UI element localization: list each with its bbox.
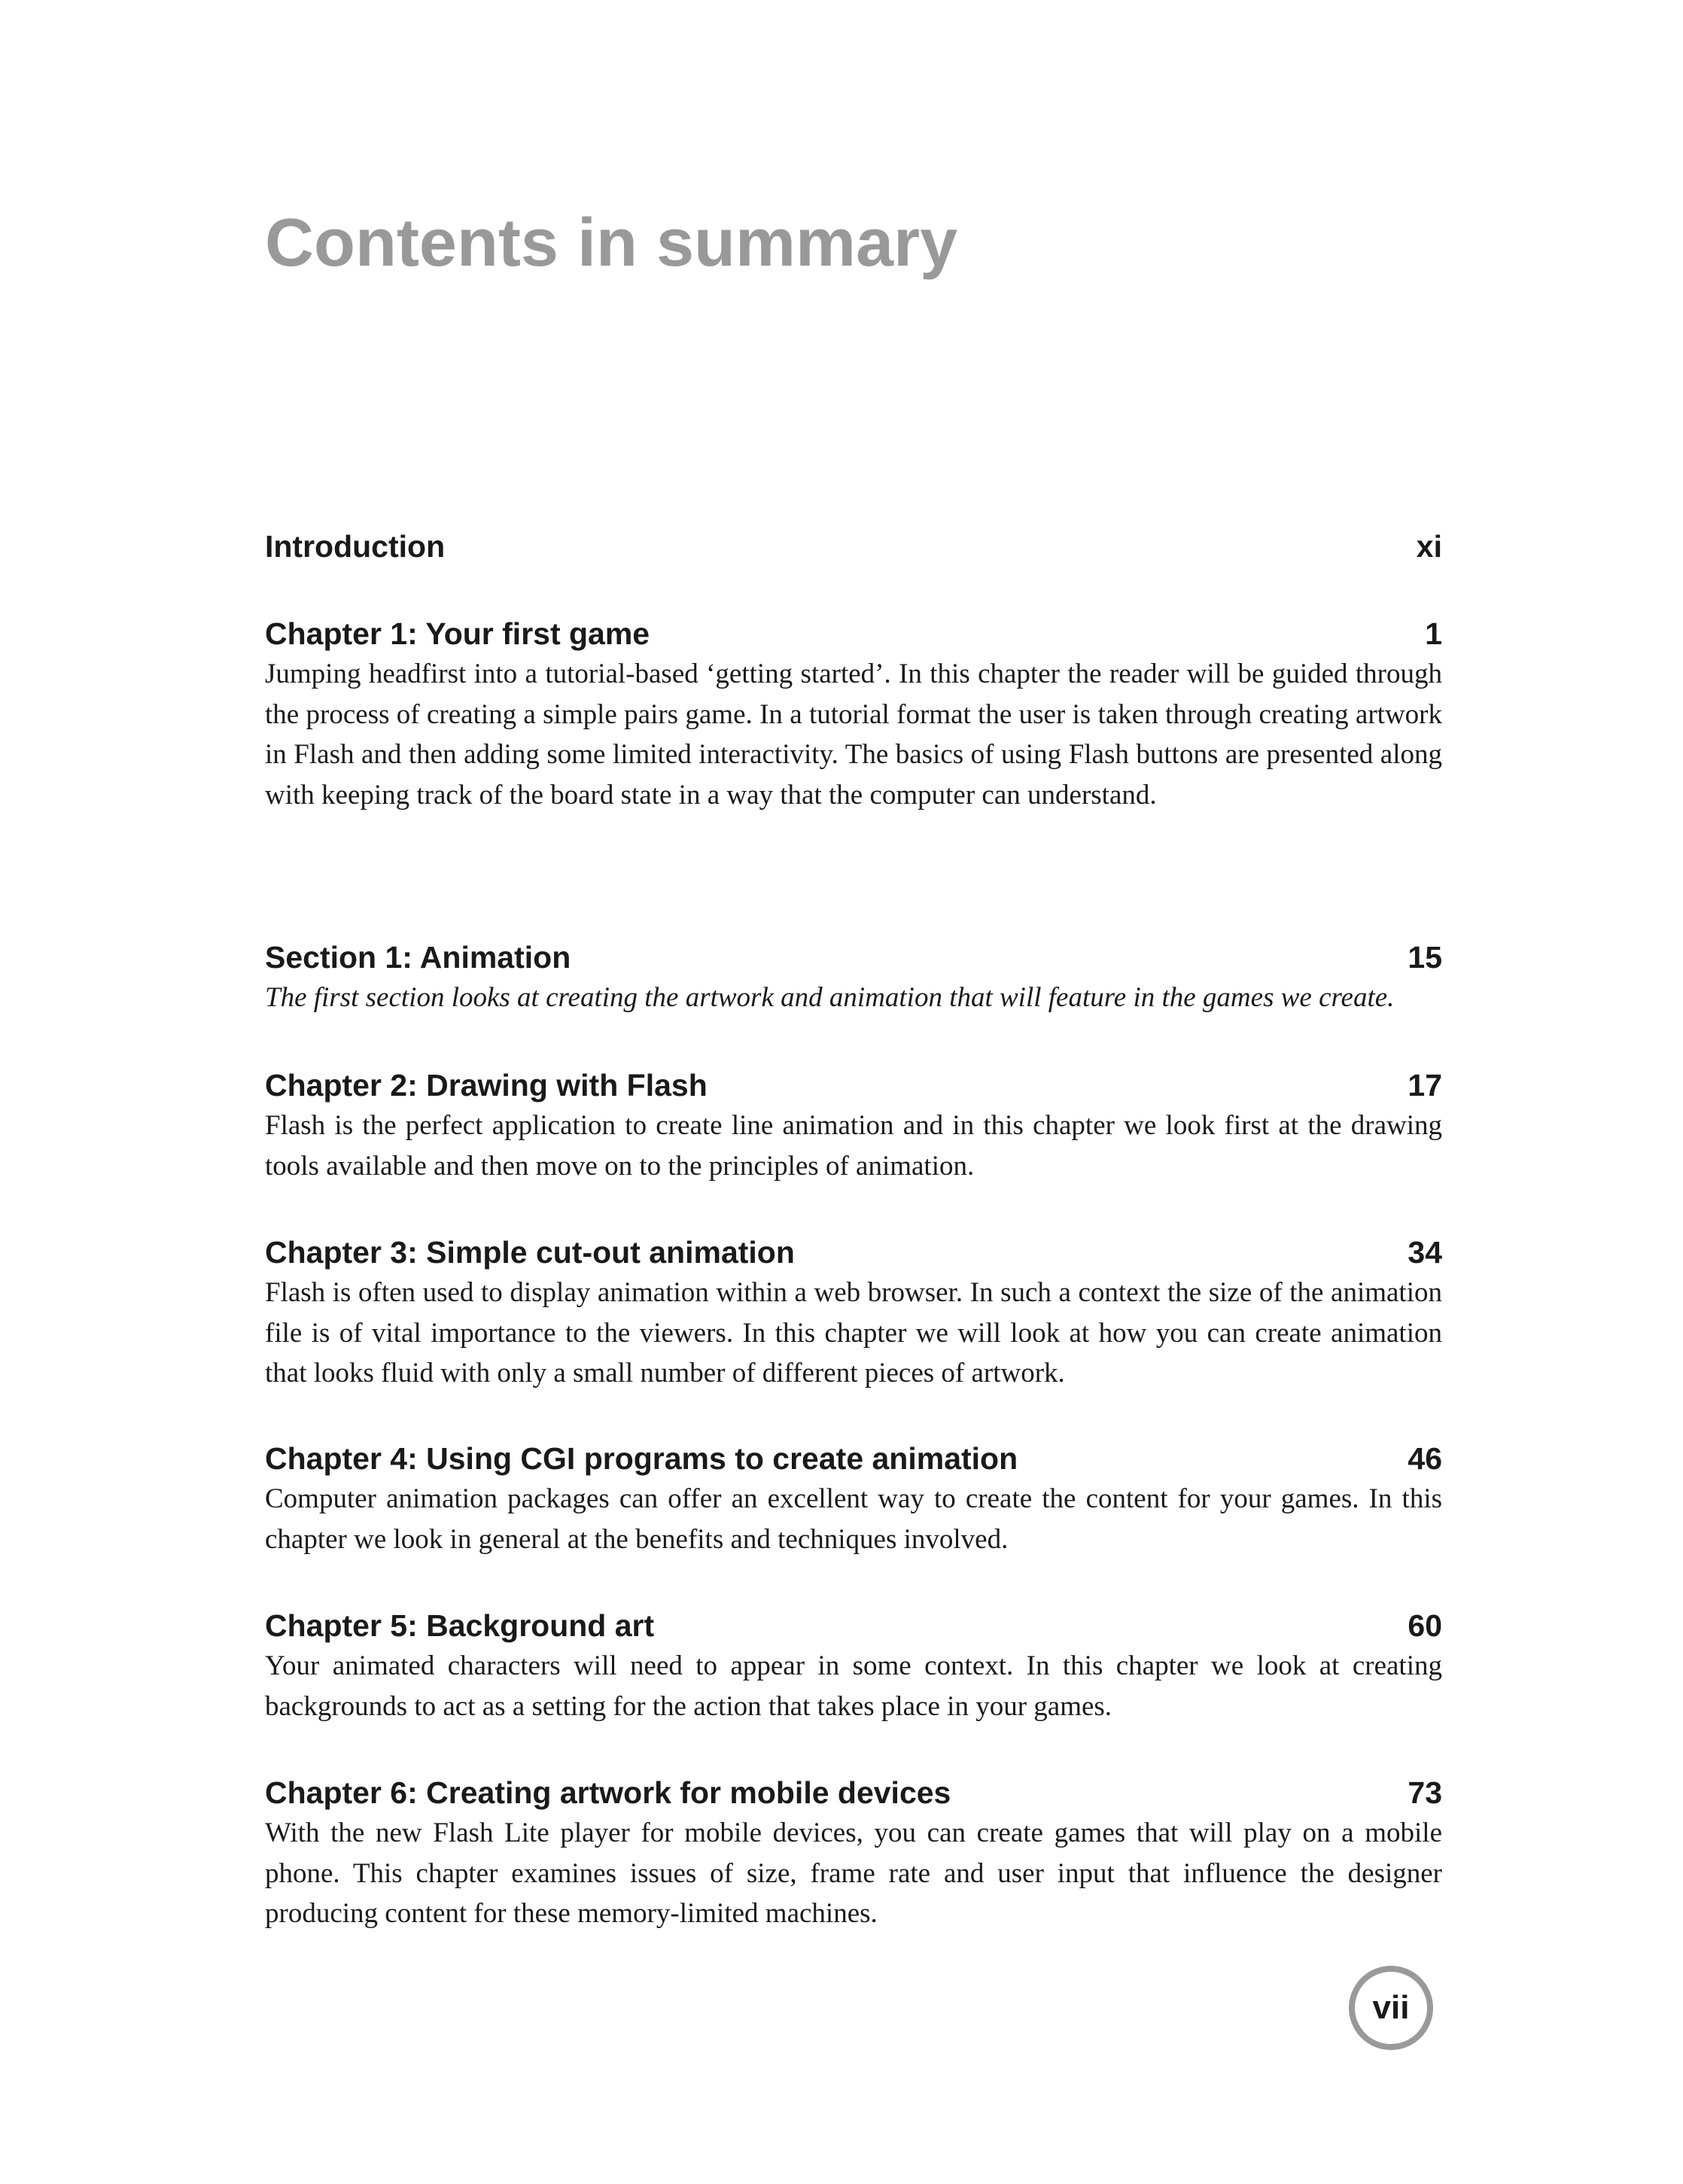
toc-entry-section-1: [265, 938, 1442, 1018]
toc-entry-chapter-4: [265, 1439, 1442, 1559]
toc-entry-heading: [265, 938, 1442, 977]
toc-entry-page: 46: [1408, 1441, 1442, 1476]
page-number-badge: [1349, 1966, 1433, 2050]
toc-entry-page: 17: [1408, 1068, 1442, 1103]
toc-entry-page: xi: [1416, 529, 1442, 564]
toc-entry-page: 15: [1408, 940, 1442, 975]
toc-entry-page: 34: [1408, 1235, 1442, 1270]
toc-entry-page: 1: [1425, 616, 1442, 651]
toc-entry-chapter-3: [265, 1233, 1442, 1394]
toc-entry-description: With the new Flash Lite player for mobile devices, you can create games that will play on a mobile phone. This chapter examines issues of size, frame rate and user input that influence the designer producing content for these memory-limited machines.: [265, 1817, 1442, 1929]
toc-entry-page: 73: [1408, 1775, 1442, 1810]
toc-entry-description: Jumping headfirst into a tutorial-based ‘getting started’. In this chapter the reader will be guided through the process of creating a simple pairs game. In a tutorial format the user is taken through creating artwork in Flash and then adding some limited interactivity. The basics of using Flash buttons are presented along with keeping track of the board state in a way that the computer can understand.: [265, 659, 1442, 811]
toc-entry-description: Flash is often used to display animation within a web browser. In such a context the size of the animation file is of vital importance to the viewers. In this chapter we will look at how you can create animation that looks fluid with only a small number of different pieces of artwork.: [265, 1277, 1442, 1389]
toc-entry-heading: [265, 1606, 1442, 1645]
toc-entry-chapter-6: [265, 1773, 1442, 1934]
toc-entry-description: Your animated characters will need to appear in some context. In this chapter we look at creating backgrounds to act as a setting for the action that takes place in your games.: [265, 1650, 1442, 1722]
toc-entry-title: Chapter 5: Background art: [265, 1608, 655, 1643]
toc-entry-description: The first section looks at creating the artwork and animation that will feature in the games we create.: [265, 982, 1395, 1013]
toc-entry-title: Chapter 4: Using CGI programs to create animation: [265, 1441, 1018, 1476]
toc-entry-title: Chapter 3: Simple cut-out animation: [265, 1235, 795, 1270]
toc-entry-heading: [265, 527, 1442, 566]
toc-entry-title: Chapter 2: Drawing with Flash: [265, 1068, 708, 1103]
toc-entry-heading: [265, 1066, 1442, 1105]
toc-entry-title: Section 1: Animation: [265, 940, 571, 975]
page-title: Contents in summary: [265, 205, 958, 281]
toc-entry-description: Flash is the perfect application to create line animation and in this chapter we look first at the drawing tools available and then move on to the principles of animation.: [265, 1110, 1442, 1182]
toc-entry-chapter-2: [265, 1066, 1442, 1186]
page-number: vii: [1372, 1989, 1410, 2026]
toc-entry-heading: [265, 1233, 1442, 1272]
toc-entry-introduction: [265, 527, 1442, 566]
toc-entry-title: Chapter 6: Creating artwork for mobile devices: [265, 1775, 951, 1810]
toc-entry-page: 60: [1408, 1608, 1442, 1643]
toc-entry-heading: [265, 1439, 1442, 1478]
toc-entry-description: Computer animation packages can offer an excellent way to create the content for your games. In this chapter we look in general at the benefits and techniques involved.: [265, 1483, 1442, 1555]
toc-entry-heading: [265, 614, 1442, 653]
toc-entry-chapter-5: [265, 1606, 1442, 1726]
toc-entry-heading: [265, 1773, 1442, 1812]
toc-entry-chapter-1: [265, 614, 1442, 815]
toc-entry-title: Introduction: [265, 529, 446, 564]
toc-entry-title: Chapter 1: Your first game: [265, 616, 650, 651]
